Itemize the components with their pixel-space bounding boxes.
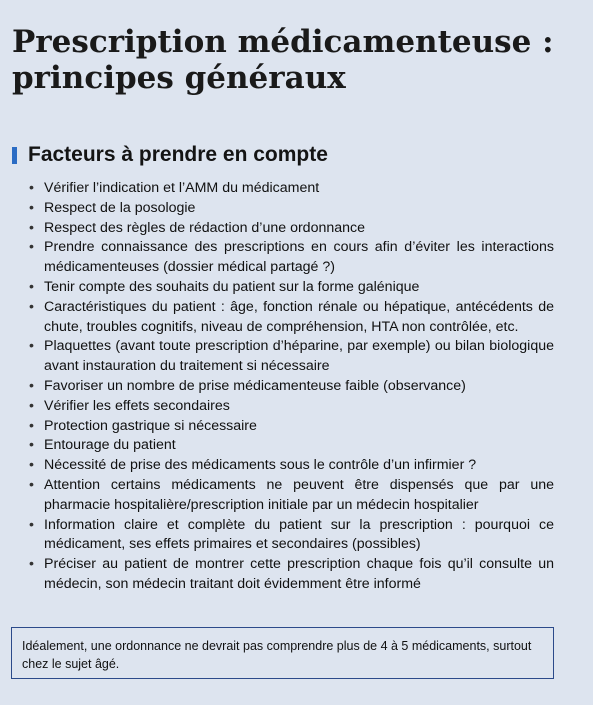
list-item-text: Prendre connaissance des prescriptions en cours afin d’éviter les interactions médicamenteuses (dossier médical partagé ?)	[44, 239, 554, 276]
list-item-text: Tenir compte des souhaits du patient sur la forme galénique	[44, 278, 420, 295]
bullet-icon: •	[29, 278, 34, 295]
bullet-icon: •	[29, 397, 34, 414]
bullet-icon: •	[29, 476, 34, 493]
list-item	[24, 298, 554, 338]
list-item-text: Nécessité de prise des médicaments sous le contrôle d’un infirmier ?	[44, 457, 477, 474]
section-title: Facteurs à prendre en compte	[28, 143, 328, 166]
list-item-text: Caractéristiques du patient : âge, fonction rénale ou hépatique, antécédents de chute, troubles cognitifs, niveau de compréhension, HTA non contrôlée, etc.	[44, 298, 554, 335]
list-item-text: Respect des règles de rédaction d’une ordonnance	[44, 219, 366, 236]
page-title-line-1: Prescription médicamenteuse :	[12, 24, 554, 60]
bullet-icon: •	[29, 417, 34, 434]
list-item	[24, 555, 554, 595]
list-item-text: Information claire et complète du patient sur la prescription : pourquoi ce médicament, ses effets primaires et secondaires (possibles)	[44, 516, 554, 553]
list-item	[24, 199, 554, 219]
list-item-text: Plaquettes (avant toute prescription d’héparine, par exemple) ou bilan biologique avant instauration du traitement si nécessaire	[44, 338, 554, 375]
bullet-icon: •	[29, 199, 34, 216]
factors-list	[24, 179, 554, 595]
list-item	[24, 337, 554, 377]
bullet-icon: •	[29, 219, 34, 236]
note-box: Idéalement, une ordonnance ne devrait pas comprendre plus de 4 à 5 médicaments, surtout chez le sujet âgé.	[11, 627, 554, 679]
list-item-text: Protection gastrique si nécessaire	[44, 417, 257, 434]
page-title-line-2: principes généraux	[12, 60, 346, 96]
bullet-icon: •	[29, 298, 34, 315]
list-item-text: Entourage du patient	[44, 437, 176, 454]
bullet-icon: •	[29, 338, 34, 355]
list-item	[24, 516, 554, 556]
list-item-text: Favoriser un nombre de prise médicamenteuse faible (observance)	[44, 377, 466, 394]
list-item	[24, 476, 554, 516]
section-header	[12, 143, 328, 167]
section-accent-bar	[12, 147, 17, 164]
list-item	[24, 179, 554, 199]
bullet-icon: •	[29, 516, 34, 533]
list-item-text: Vérifier les effets secondaires	[44, 397, 230, 414]
list-item-text: Vérifier l’indication et l’AMM du médicament	[44, 180, 320, 196]
bullet-icon: •	[29, 556, 34, 573]
page-title	[12, 24, 582, 96]
bullet-icon: •	[29, 377, 34, 394]
list-item-text: Respect de la posologie	[44, 199, 196, 216]
bullet-icon: •	[29, 457, 34, 474]
list-item	[24, 436, 554, 456]
bullet-icon: •	[29, 239, 34, 256]
list-item	[24, 417, 554, 437]
list-item-text: Attention certains médicaments ne peuvent être dispensés que par une pharmacie hospitalière/prescription initiale par un médecin hospitalier	[44, 476, 554, 513]
list-item	[24, 238, 554, 278]
list-item	[24, 377, 554, 397]
list-item-text: Préciser au patient de montrer cette prescription chaque fois qu’il consulte un médecin, son médecin traitant doit évidemment être informé	[44, 556, 554, 592]
list-item	[24, 456, 554, 476]
bullet-icon: •	[29, 180, 34, 196]
list-item	[24, 278, 554, 298]
list-item	[24, 397, 554, 417]
list-item	[24, 219, 554, 239]
bullet-icon: •	[29, 437, 34, 454]
